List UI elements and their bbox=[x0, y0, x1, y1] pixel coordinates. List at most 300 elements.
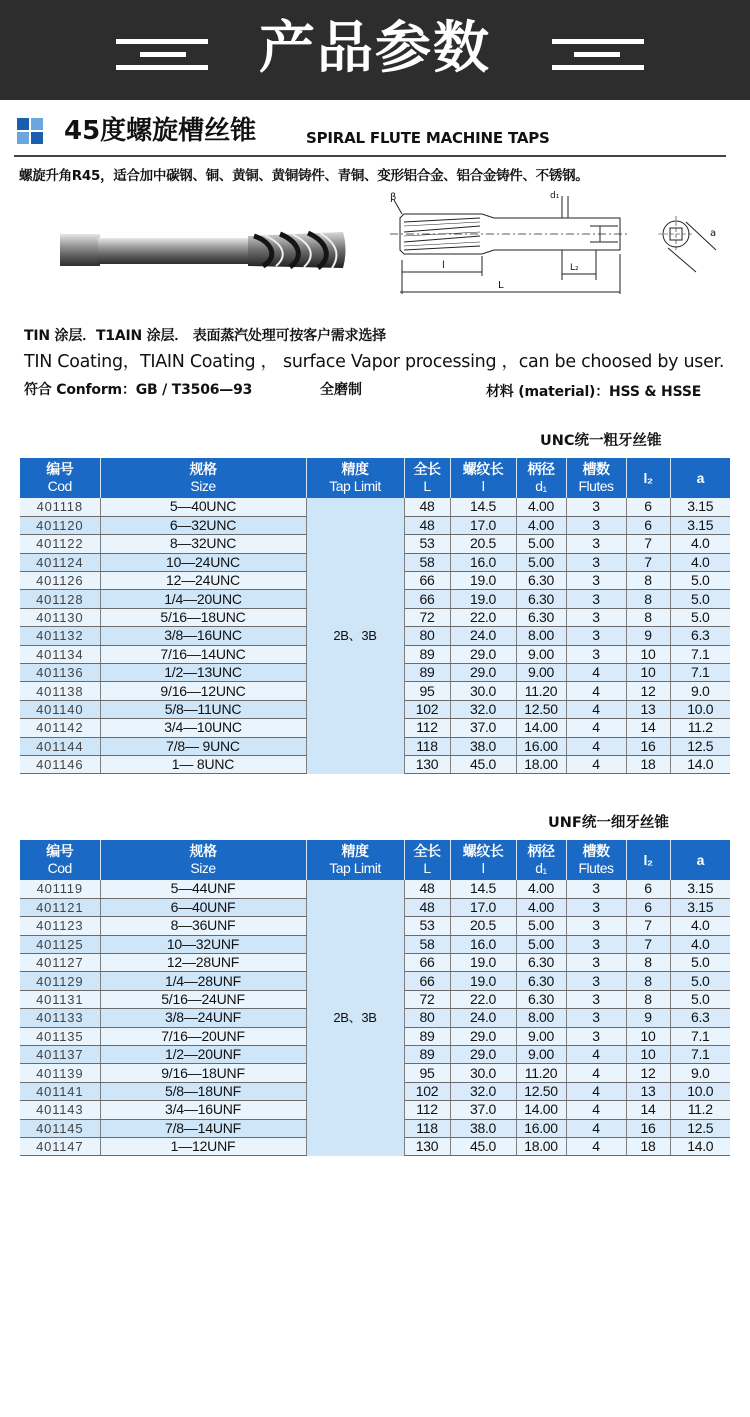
drawing-label-l2: L₂ bbox=[570, 263, 579, 273]
unf-cell-thread-length: 16.0 bbox=[450, 935, 516, 953]
unf-cell-code: 401123 bbox=[20, 917, 100, 935]
unf-cell-code: 401125 bbox=[20, 935, 100, 953]
unc-cell-tap-limit: 2B、3B bbox=[306, 498, 404, 774]
unf-header-thread-length-en: l bbox=[481, 860, 485, 876]
unc-cell-shank-diameter: 11.20 bbox=[516, 682, 566, 700]
unf-header-shank-diameter bbox=[516, 840, 566, 880]
drawing-label-d1: d₁ bbox=[550, 191, 560, 201]
unc-header-thread-length-en: l bbox=[481, 478, 485, 494]
unf-cell-thread-length: 24.0 bbox=[450, 1009, 516, 1027]
unc-header-length bbox=[404, 458, 450, 498]
drawing-label-L: L bbox=[498, 280, 504, 291]
unf-cell-size: 1/4—28UNF bbox=[100, 972, 306, 990]
unf-cell-thread-length: 45.0 bbox=[450, 1137, 516, 1155]
unc-cell-flutes: 4 bbox=[566, 664, 626, 682]
unf-cell-l2: 13 bbox=[626, 1082, 670, 1100]
unc-cell-shank-diameter: 18.00 bbox=[516, 755, 566, 773]
unc-cell-thread-length: 38.0 bbox=[450, 737, 516, 755]
unf-cell-flutes: 3 bbox=[566, 917, 626, 935]
unf-header-thread-length bbox=[450, 840, 516, 880]
unc-cell-length: 130 bbox=[404, 755, 450, 773]
unc-cell-length: 118 bbox=[404, 737, 450, 755]
unc-cell-a: 5.0 bbox=[670, 590, 730, 608]
unc-cell-flutes: 3 bbox=[566, 590, 626, 608]
unc-cell-flutes: 3 bbox=[566, 516, 626, 534]
unc-cell-flutes: 3 bbox=[566, 627, 626, 645]
unc-cell-thread-length: 16.0 bbox=[450, 553, 516, 571]
unf-cell-size: 10—32UNF bbox=[100, 935, 306, 953]
unf-cell-a: 3.15 bbox=[670, 898, 730, 916]
unc-cell-thread-length: 32.0 bbox=[450, 700, 516, 718]
grind-type: 全磨制 bbox=[320, 382, 362, 398]
unc-cell-code: 401118 bbox=[20, 498, 100, 516]
unf-cell-shank-diameter: 5.00 bbox=[516, 917, 566, 935]
unf-cell-flutes: 3 bbox=[566, 898, 626, 916]
unc-cell-flutes: 3 bbox=[566, 572, 626, 590]
drawing-label-l: l bbox=[442, 260, 445, 271]
unc-cell-l2: 8 bbox=[626, 608, 670, 626]
unf-header-size-cn: 规格 bbox=[189, 843, 217, 859]
unc-cell-shank-diameter: 8.00 bbox=[516, 627, 566, 645]
unc-cell-size: 5—40UNC bbox=[100, 498, 306, 516]
unf-header-length-en: L bbox=[423, 860, 431, 876]
unc-header-l2-cn: l₂ bbox=[643, 469, 653, 486]
unc-cell-l2: 18 bbox=[626, 755, 670, 773]
coating-line-en: TIN Coating，TIAIN Coating ， surface Vapor processing ，can be choosed by user. bbox=[24, 352, 725, 372]
unf-cell-a: 4.0 bbox=[670, 935, 730, 953]
unf-cell-length: 102 bbox=[404, 1082, 450, 1100]
unc-cell-shank-diameter: 6.30 bbox=[516, 608, 566, 626]
unf-cell-size: 5/8—18UNF bbox=[100, 1082, 306, 1100]
unc-cell-code: 401136 bbox=[20, 664, 100, 682]
unc-cell-size: 5/8—11UNC bbox=[100, 700, 306, 718]
unc-cell-a: 7.1 bbox=[670, 664, 730, 682]
unc-cell-flutes: 4 bbox=[566, 737, 626, 755]
unc-cell-size: 6—32UNC bbox=[100, 516, 306, 534]
unc-cell-shank-diameter: 5.00 bbox=[516, 535, 566, 553]
unf-header-size-en: Size bbox=[190, 860, 216, 876]
unf-cell-length: 53 bbox=[404, 917, 450, 935]
unf-cell-size: 6—40UNF bbox=[100, 898, 306, 916]
unc-caption: UNC统一粗牙丝锥 bbox=[540, 433, 662, 449]
unc-header-tap-limit bbox=[306, 458, 404, 498]
unc-cell-code: 401130 bbox=[20, 608, 100, 626]
unc-cell-code: 401134 bbox=[20, 645, 100, 663]
unf-cell-flutes: 3 bbox=[566, 1009, 626, 1027]
unf-cell-l2: 9 bbox=[626, 1009, 670, 1027]
unc-header-length-cn: 全长 bbox=[413, 461, 441, 477]
unc-cell-thread-length: 20.5 bbox=[450, 535, 516, 553]
table-row bbox=[20, 880, 730, 898]
unf-cell-size: 8—36UNF bbox=[100, 917, 306, 935]
unc-cell-length: 48 bbox=[404, 498, 450, 516]
unc-cell-a: 10.0 bbox=[670, 700, 730, 718]
unc-cell-length: 53 bbox=[404, 535, 450, 553]
unf-cell-length: 130 bbox=[404, 1137, 450, 1155]
unf-cell-a: 6.3 bbox=[670, 1009, 730, 1027]
unc-header-tap-limit-en: Tap Limit bbox=[329, 478, 381, 494]
unc-cell-l2: 14 bbox=[626, 719, 670, 737]
unf-cell-l2: 14 bbox=[626, 1101, 670, 1119]
unc-header-shank-diameter bbox=[516, 458, 566, 498]
unc-cell-length: 89 bbox=[404, 645, 450, 663]
unc-cell-size: 8—32UNC bbox=[100, 535, 306, 553]
unc-cell-flutes: 4 bbox=[566, 755, 626, 773]
unc-cell-size: 10—24UNC bbox=[100, 553, 306, 571]
unf-cell-length: 66 bbox=[404, 954, 450, 972]
unf-cell-length: 58 bbox=[404, 935, 450, 953]
unf-cell-length: 112 bbox=[404, 1101, 450, 1119]
unf-cell-code: 401129 bbox=[20, 972, 100, 990]
banner bbox=[0, 0, 750, 100]
unc-cell-a: 7.1 bbox=[670, 645, 730, 663]
unf-header-tap-limit-en: Tap Limit bbox=[329, 860, 381, 876]
unc-cell-shank-diameter: 4.00 bbox=[516, 498, 566, 516]
unc-cell-shank-diameter: 16.00 bbox=[516, 737, 566, 755]
unc-cell-length: 72 bbox=[404, 608, 450, 626]
unc-header-flutes-en: Flutes bbox=[578, 478, 614, 494]
unf-cell-shank-diameter: 4.00 bbox=[516, 898, 566, 916]
unc-cell-l2: 8 bbox=[626, 572, 670, 590]
unc-cell-thread-length: 24.0 bbox=[450, 627, 516, 645]
tap-technical-drawing bbox=[390, 188, 730, 300]
unf-cell-flutes: 4 bbox=[566, 1046, 626, 1064]
unf-cell-size: 7/8—14UNF bbox=[100, 1119, 306, 1137]
unc-header-size bbox=[100, 458, 306, 498]
unc-cell-size: 9/16—12UNC bbox=[100, 682, 306, 700]
unf-header-code-en: Cod bbox=[47, 860, 72, 876]
unf-cell-size: 9/16—18UNF bbox=[100, 1064, 306, 1082]
unf-cell-code: 401133 bbox=[20, 1009, 100, 1027]
unf-cell-a: 4.0 bbox=[670, 917, 730, 935]
unf-cell-length: 89 bbox=[404, 1027, 450, 1045]
unc-cell-code: 401126 bbox=[20, 572, 100, 590]
unc-cell-shank-diameter: 6.30 bbox=[516, 572, 566, 590]
unc-cell-l2: 12 bbox=[626, 682, 670, 700]
unc-cell-size: 12—24UNC bbox=[100, 572, 306, 590]
unf-cell-thread-length: 32.0 bbox=[450, 1082, 516, 1100]
unc-cell-length: 66 bbox=[404, 590, 450, 608]
unc-cell-code: 401144 bbox=[20, 737, 100, 755]
unc-cell-size: 5/16—18UNC bbox=[100, 608, 306, 626]
unf-header-shank-diameter-en: d₁ bbox=[535, 860, 547, 876]
unc-header-thread-length bbox=[450, 458, 516, 498]
unf-cell-flutes: 3 bbox=[566, 1027, 626, 1045]
unc-cell-size: 3/4—10UNC bbox=[100, 719, 306, 737]
unf-cell-code: 401127 bbox=[20, 954, 100, 972]
unf-cell-code: 401131 bbox=[20, 990, 100, 1008]
unf-cell-a: 9.0 bbox=[670, 1064, 730, 1082]
unc-cell-code: 401138 bbox=[20, 682, 100, 700]
unc-cell-size: 7/16—14UNC bbox=[100, 645, 306, 663]
unf-cell-l2: 10 bbox=[626, 1046, 670, 1064]
unf-cell-shank-diameter: 16.00 bbox=[516, 1119, 566, 1137]
unf-cell-length: 48 bbox=[404, 880, 450, 898]
unf-cell-tap-limit: 2B、3B bbox=[306, 880, 404, 1156]
unc-cell-flutes: 3 bbox=[566, 608, 626, 626]
unc-cell-a: 4.0 bbox=[670, 535, 730, 553]
unf-cell-flutes: 4 bbox=[566, 1082, 626, 1100]
unc-cell-l2: 13 bbox=[626, 700, 670, 718]
unf-cell-code: 401141 bbox=[20, 1082, 100, 1100]
unc-cell-shank-diameter: 5.00 bbox=[516, 553, 566, 571]
unc-header-code-en: Cod bbox=[47, 478, 72, 494]
unf-cell-a: 5.0 bbox=[670, 990, 730, 1008]
unf-cell-a: 12.5 bbox=[670, 1119, 730, 1137]
banner-line-right-bottom bbox=[552, 65, 644, 70]
unf-cell-a: 14.0 bbox=[670, 1137, 730, 1155]
unc-header-a-cn: a bbox=[696, 469, 704, 486]
unc-cell-shank-diameter: 12.50 bbox=[516, 700, 566, 718]
unf-cell-shank-diameter: 9.00 bbox=[516, 1027, 566, 1045]
unf-cell-length: 72 bbox=[404, 990, 450, 1008]
unf-cell-l2: 12 bbox=[626, 1064, 670, 1082]
unc-cell-thread-length: 29.0 bbox=[450, 645, 516, 663]
unc-cell-shank-diameter: 6.30 bbox=[516, 590, 566, 608]
unc-cell-thread-length: 17.0 bbox=[450, 516, 516, 534]
unc-cell-flutes: 4 bbox=[566, 719, 626, 737]
unf-cell-flutes: 4 bbox=[566, 1137, 626, 1155]
unf-cell-flutes: 4 bbox=[566, 1064, 626, 1082]
unf-cell-l2: 8 bbox=[626, 972, 670, 990]
unf-cell-thread-length: 19.0 bbox=[450, 954, 516, 972]
unc-cell-l2: 6 bbox=[626, 516, 670, 534]
unf-header-flutes-cn: 槽数 bbox=[582, 843, 610, 859]
unf-cell-l2: 7 bbox=[626, 935, 670, 953]
unf-header-flutes-en: Flutes bbox=[578, 860, 614, 876]
unf-header-l2 bbox=[626, 840, 670, 880]
unc-cell-length: 48 bbox=[404, 516, 450, 534]
unf-cell-l2: 16 bbox=[626, 1119, 670, 1137]
unc-cell-a: 3.15 bbox=[670, 516, 730, 534]
unf-cell-a: 11.2 bbox=[670, 1101, 730, 1119]
unf-cell-thread-length: 20.5 bbox=[450, 917, 516, 935]
unc-header-tap-limit-cn: 精度 bbox=[341, 461, 369, 477]
unf-cell-flutes: 3 bbox=[566, 954, 626, 972]
unf-cell-shank-diameter: 14.00 bbox=[516, 1101, 566, 1119]
unf-cell-flutes: 3 bbox=[566, 972, 626, 990]
unf-cell-thread-length: 17.0 bbox=[450, 898, 516, 916]
unf-header-tap-limit-cn: 精度 bbox=[341, 843, 369, 859]
unf-cell-code: 401139 bbox=[20, 1064, 100, 1082]
unc-cell-length: 102 bbox=[404, 700, 450, 718]
unc-cell-a: 9.0 bbox=[670, 682, 730, 700]
unf-cell-shank-diameter: 8.00 bbox=[516, 1009, 566, 1027]
unc-cell-a: 5.0 bbox=[670, 572, 730, 590]
unf-header-tap-limit bbox=[306, 840, 404, 880]
unc-cell-length: 80 bbox=[404, 627, 450, 645]
unf-header-a-cn: a bbox=[696, 851, 704, 868]
unf-cell-a: 3.15 bbox=[670, 880, 730, 898]
unc-header-flutes bbox=[566, 458, 626, 498]
conform-standard: 符合 Conform：GB / T3506—93 bbox=[24, 382, 253, 398]
table-row bbox=[20, 498, 730, 516]
unc-cell-code: 401140 bbox=[20, 700, 100, 718]
unc-table bbox=[20, 458, 730, 774]
unc-cell-shank-diameter: 9.00 bbox=[516, 664, 566, 682]
unc-cell-a: 5.0 bbox=[670, 608, 730, 626]
unf-header-flutes bbox=[566, 840, 626, 880]
unc-cell-flutes: 4 bbox=[566, 682, 626, 700]
unc-header-size-cn: 规格 bbox=[189, 461, 217, 477]
unf-cell-flutes: 3 bbox=[566, 880, 626, 898]
unf-cell-size: 12—28UNF bbox=[100, 954, 306, 972]
unf-cell-l2: 6 bbox=[626, 898, 670, 916]
unf-cell-size: 5—44UNF bbox=[100, 880, 306, 898]
unf-caption: UNF统一细牙丝锥 bbox=[548, 815, 669, 831]
unc-cell-thread-length: 30.0 bbox=[450, 682, 516, 700]
unf-cell-length: 80 bbox=[404, 1009, 450, 1027]
unf-cell-shank-diameter: 9.00 bbox=[516, 1046, 566, 1064]
unf-header-shank-diameter-cn: 柄径 bbox=[527, 843, 555, 859]
unf-cell-flutes: 3 bbox=[566, 990, 626, 1008]
unf-cell-thread-length: 38.0 bbox=[450, 1119, 516, 1137]
unc-cell-code: 401142 bbox=[20, 719, 100, 737]
unc-cell-a: 12.5 bbox=[670, 737, 730, 755]
unf-cell-a: 10.0 bbox=[670, 1082, 730, 1100]
heading-rule bbox=[14, 155, 726, 157]
banner-title: 产品参数 bbox=[259, 16, 491, 81]
unf-cell-size: 3/4—16UNF bbox=[100, 1101, 306, 1119]
unf-cell-code: 401137 bbox=[20, 1046, 100, 1064]
unf-header-l2-cn: l₂ bbox=[643, 851, 653, 868]
unc-cell-flutes: 4 bbox=[566, 700, 626, 718]
unc-cell-code: 401128 bbox=[20, 590, 100, 608]
unf-header-size bbox=[100, 840, 306, 880]
unf-cell-size: 1—12UNF bbox=[100, 1137, 306, 1155]
unc-header-l2 bbox=[626, 458, 670, 498]
unf-cell-l2: 18 bbox=[626, 1137, 670, 1155]
drawing-label-a: a bbox=[710, 228, 717, 239]
unc-cell-l2: 7 bbox=[626, 553, 670, 571]
unf-cell-shank-diameter: 6.30 bbox=[516, 990, 566, 1008]
unc-cell-flutes: 3 bbox=[566, 645, 626, 663]
unf-cell-code: 401143 bbox=[20, 1101, 100, 1119]
unc-cell-length: 112 bbox=[404, 719, 450, 737]
unf-cell-flutes: 3 bbox=[566, 935, 626, 953]
unc-cell-flutes: 3 bbox=[566, 535, 626, 553]
unf-cell-shank-diameter: 6.30 bbox=[516, 954, 566, 972]
unf-cell-length: 118 bbox=[404, 1119, 450, 1137]
unf-cell-size: 5/16—24UNF bbox=[100, 990, 306, 1008]
unc-cell-thread-length: 45.0 bbox=[450, 755, 516, 773]
unc-cell-l2: 6 bbox=[626, 498, 670, 516]
unc-cell-thread-length: 14.5 bbox=[450, 498, 516, 516]
unf-cell-shank-diameter: 18.00 bbox=[516, 1137, 566, 1155]
unf-cell-thread-length: 19.0 bbox=[450, 972, 516, 990]
unc-cell-l2: 10 bbox=[626, 645, 670, 663]
unc-cell-size: 1/2—13UNC bbox=[100, 664, 306, 682]
unf-cell-length: 66 bbox=[404, 972, 450, 990]
drawing-label-beta: β bbox=[390, 192, 397, 203]
unc-cell-code: 401122 bbox=[20, 535, 100, 553]
unf-cell-size: 7/16—20UNF bbox=[100, 1027, 306, 1045]
unc-header-thread-length-cn: 螺纹长 bbox=[462, 461, 504, 477]
unf-cell-size: 3/8—24UNF bbox=[100, 1009, 306, 1027]
unf-header-thread-length-cn: 螺纹长 bbox=[462, 843, 504, 859]
unf-cell-shank-diameter: 12.50 bbox=[516, 1082, 566, 1100]
unc-cell-a: 14.0 bbox=[670, 755, 730, 773]
unc-header-size-en: Size bbox=[190, 478, 216, 494]
unf-cell-l2: 6 bbox=[626, 880, 670, 898]
unf-cell-code: 401145 bbox=[20, 1119, 100, 1137]
description: 螺旋升角R45，适合加中碳钢、铜、黄铜、黄铜铸件、青铜、变形铝合金、铝合金铸件、不锈钢。 bbox=[19, 168, 589, 184]
unc-cell-size: 7/8— 9UNC bbox=[100, 737, 306, 755]
unf-cell-a: 5.0 bbox=[670, 954, 730, 972]
banner-line-right-top bbox=[552, 39, 644, 44]
unf-cell-shank-diameter: 5.00 bbox=[516, 935, 566, 953]
unc-cell-size: 1— 8UNC bbox=[100, 755, 306, 773]
unc-cell-size: 1/4—20UNC bbox=[100, 590, 306, 608]
unc-header-shank-diameter-cn: 柄径 bbox=[527, 461, 555, 477]
coating-line-cn: TIN 涂层．T1AIN 涂层． 表面蒸汽处理可按客户需求选择 bbox=[24, 328, 386, 344]
unc-cell-l2: 8 bbox=[626, 590, 670, 608]
unc-cell-shank-diameter: 14.00 bbox=[516, 719, 566, 737]
unf-cell-thread-length: 14.5 bbox=[450, 880, 516, 898]
unf-cell-code: 401147 bbox=[20, 1137, 100, 1155]
unf-cell-code: 401121 bbox=[20, 898, 100, 916]
unf-header-code-cn: 编号 bbox=[46, 843, 74, 859]
unf-header-length-cn: 全长 bbox=[413, 843, 441, 859]
unc-header-shank-diameter-en: d₁ bbox=[535, 478, 547, 494]
unc-cell-code: 401120 bbox=[20, 516, 100, 534]
tap-photo bbox=[58, 214, 348, 286]
unc-cell-thread-length: 22.0 bbox=[450, 608, 516, 626]
unf-cell-code: 401135 bbox=[20, 1027, 100, 1045]
banner-line-right-mid bbox=[574, 52, 620, 57]
unc-cell-l2: 9 bbox=[626, 627, 670, 645]
unf-cell-length: 48 bbox=[404, 898, 450, 916]
unc-header-a bbox=[670, 458, 730, 498]
unc-cell-a: 3.15 bbox=[670, 498, 730, 516]
unf-cell-thread-length: 22.0 bbox=[450, 990, 516, 1008]
unf-cell-shank-diameter: 4.00 bbox=[516, 880, 566, 898]
unc-cell-length: 95 bbox=[404, 682, 450, 700]
unf-cell-thread-length: 30.0 bbox=[450, 1064, 516, 1082]
unf-table bbox=[20, 840, 730, 1156]
unc-cell-length: 66 bbox=[404, 572, 450, 590]
unf-cell-size: 1/2—20UNF bbox=[100, 1046, 306, 1064]
unc-cell-size: 3/8—16UNC bbox=[100, 627, 306, 645]
unf-cell-thread-length: 29.0 bbox=[450, 1046, 516, 1064]
unc-cell-a: 4.0 bbox=[670, 553, 730, 571]
unc-cell-code: 401124 bbox=[20, 553, 100, 571]
unc-cell-l2: 16 bbox=[626, 737, 670, 755]
unc-cell-thread-length: 29.0 bbox=[450, 664, 516, 682]
unf-cell-thread-length: 37.0 bbox=[450, 1101, 516, 1119]
unc-cell-a: 6.3 bbox=[670, 627, 730, 645]
heading-title-cn: 45度螺旋槽丝锥 bbox=[64, 116, 257, 146]
unf-cell-length: 95 bbox=[404, 1064, 450, 1082]
unc-cell-thread-length: 37.0 bbox=[450, 719, 516, 737]
unc-header-code bbox=[20, 458, 100, 498]
unf-cell-a: 5.0 bbox=[670, 972, 730, 990]
unf-header-a bbox=[670, 840, 730, 880]
heading-title-en: SPIRAL FLUTE MACHINE TAPS bbox=[306, 129, 550, 147]
unf-cell-shank-diameter: 6.30 bbox=[516, 972, 566, 990]
unf-cell-l2: 10 bbox=[626, 1027, 670, 1045]
unc-cell-flutes: 3 bbox=[566, 498, 626, 516]
unf-cell-shank-diameter: 11.20 bbox=[516, 1064, 566, 1082]
unc-cell-flutes: 3 bbox=[566, 553, 626, 571]
unf-cell-l2: 8 bbox=[626, 990, 670, 1008]
unc-header-code-cn: 编号 bbox=[46, 461, 74, 477]
unf-cell-code: 401119 bbox=[20, 880, 100, 898]
unc-cell-length: 89 bbox=[404, 664, 450, 682]
unf-cell-l2: 8 bbox=[626, 954, 670, 972]
unc-cell-shank-diameter: 4.00 bbox=[516, 516, 566, 534]
unc-cell-l2: 10 bbox=[626, 664, 670, 682]
